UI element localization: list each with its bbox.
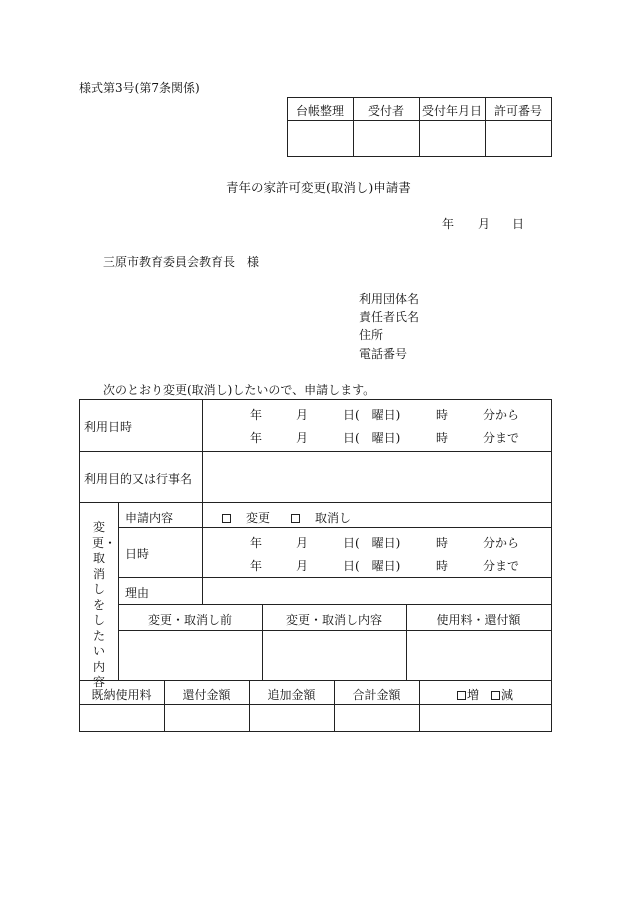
dt-month: 月 [296,431,309,445]
office-header-receiver: 受付者 [367,104,404,118]
dt-month: 月 [296,536,309,550]
form-title: 青年の家許可変更(取消し)申請書 [226,180,411,195]
field-group-name: 利用団体名 [359,292,420,306]
option-increase[interactable] [457,688,479,702]
col-fee-header: 使用料・還付額 [436,613,521,627]
dt-hour: 時 [436,559,449,573]
office-header-permit-number: 許可番号 [493,104,542,118]
dt-year: 年 [250,536,263,550]
option-change-label: 変更 [246,511,271,525]
dt-min-from: 分から [483,536,520,550]
option-change[interactable] [222,509,270,526]
office-header-ledger: 台帳整理 [295,104,344,118]
field-phone: 電話番号 [359,347,408,361]
change-section-label: 変更・取消しをしたい内容 [92,520,117,689]
paid-fee-header: 既納使用料 [91,688,152,702]
dt-month: 月 [296,559,309,573]
form-number: 様式第3号(第7条関係) [79,81,200,95]
field-responsible-person: 責任者氏名 [359,310,420,324]
decrease-label: 減 [501,688,514,702]
date-day: 日 [512,217,525,231]
dt-day-weekday: 日( 曜日) [343,431,401,445]
dt-month: 月 [296,408,309,422]
dt-day-weekday: 日( 曜日) [343,408,401,422]
purpose-label: 利用目的又は行事名 [84,472,193,486]
reason-label: 理由 [125,586,150,600]
change-datetime-label: 日時 [125,547,150,561]
intro-text: 次のとおり変更(取消し)したいので、申請します。 [103,383,376,397]
increase-label: 増 [466,688,479,702]
date-year: 年 [442,217,455,231]
option-decrease[interactable] [491,688,513,702]
dt-min-to: 分まで [483,559,520,573]
addressee: 三原市教育委員会教育長 様 [103,255,260,269]
field-address: 住所 [359,328,384,342]
col-before-header: 変更・取消し前 [147,613,232,627]
dt-hour: 時 [436,536,449,550]
refund-amount-header: 還付金額 [182,688,231,702]
office-header-receipt-date: 受付年月日 [421,104,482,118]
dt-min-from: 分から [483,408,520,422]
dt-hour: 時 [436,408,449,422]
dt-min-to: 分まで [483,431,520,445]
request-content-label: 申請内容 [125,511,174,525]
dt-day-weekday: 日( 曜日) [343,536,401,550]
option-cancel[interactable] [291,509,351,526]
dt-year: 年 [250,408,263,422]
date-month: 月 [478,217,491,231]
col-content-header: 変更・取消し内容 [285,613,382,627]
dt-year: 年 [250,559,263,573]
checkbox-icon [491,691,500,700]
option-cancel-label: 取消し [315,511,352,525]
dt-year: 年 [250,431,263,445]
increase-decrease-header [419,686,551,703]
dt-hour: 時 [436,431,449,445]
usage-datetime-label: 利用日時 [84,420,133,434]
total-amount-header: 合計金額 [352,688,401,702]
checkbox-icon [291,514,300,523]
dt-day-weekday: 日( 曜日) [343,559,401,573]
checkbox-icon [457,691,466,700]
checkbox-icon [222,514,231,523]
additional-amount-header: 追加金額 [267,688,316,702]
